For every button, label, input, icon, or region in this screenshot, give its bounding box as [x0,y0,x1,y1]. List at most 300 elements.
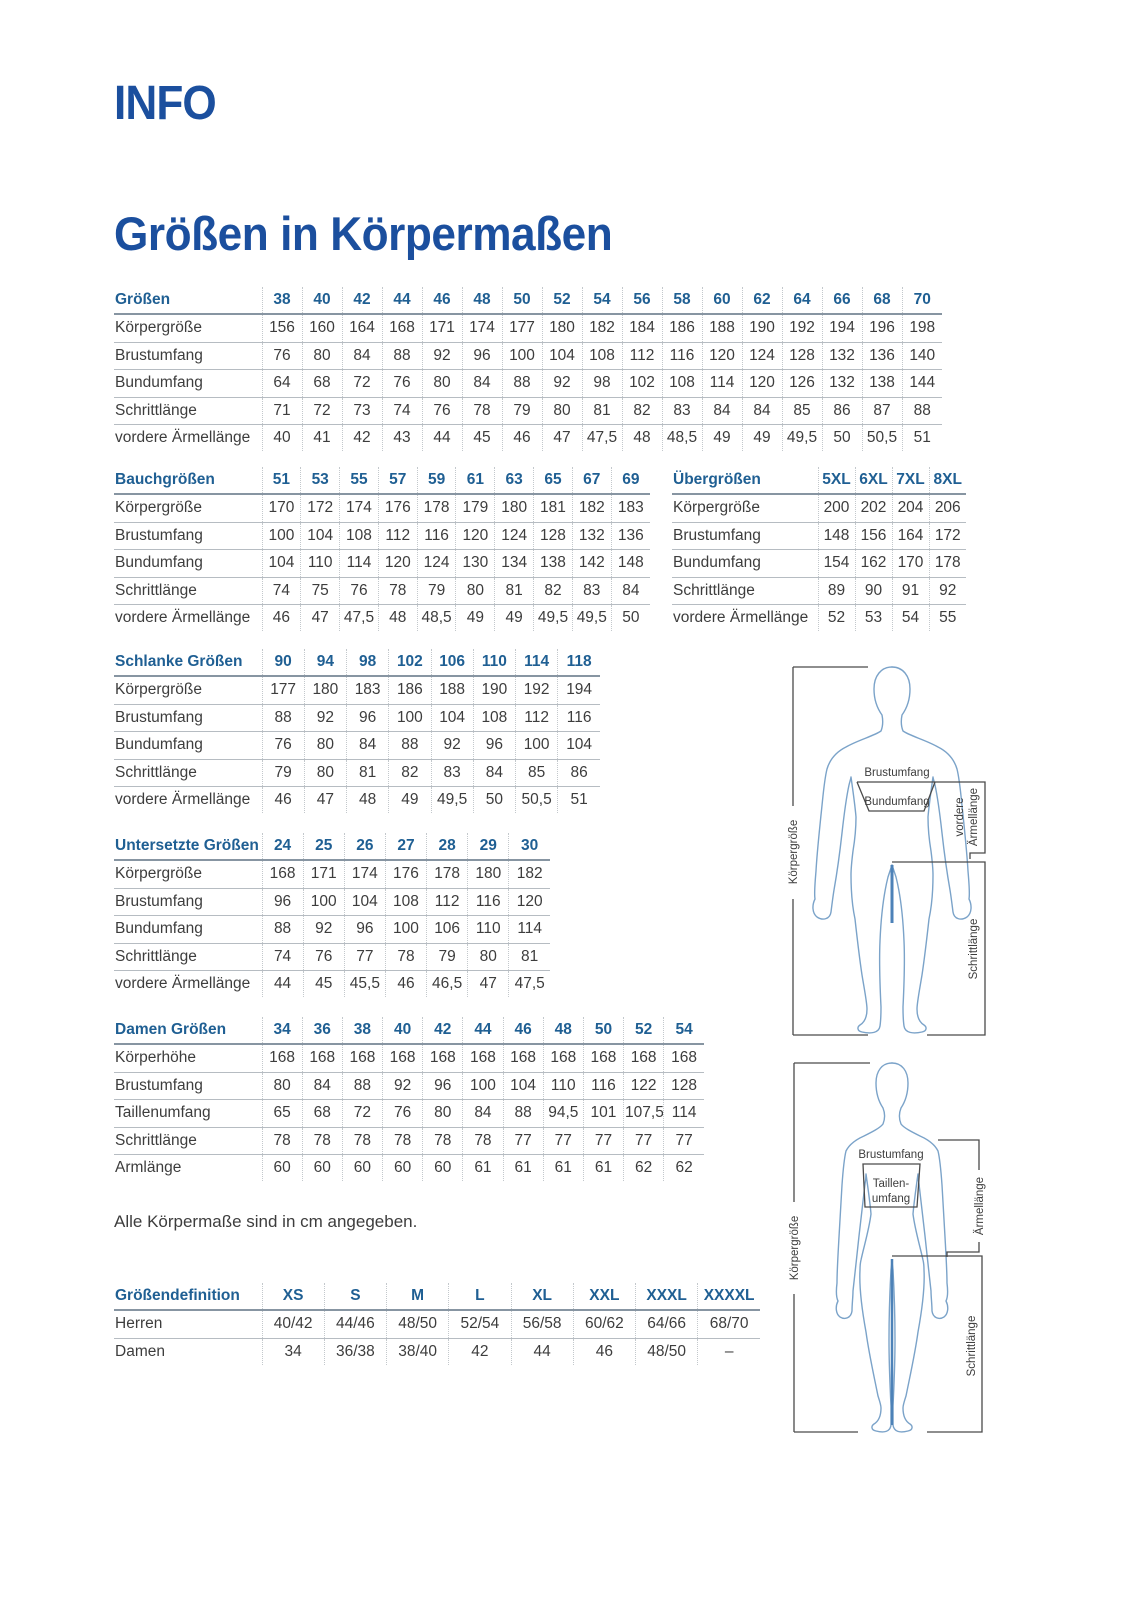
cell-value: 77 [344,943,385,970]
cell-value: 61 [543,1154,583,1181]
cell-value: 108 [340,522,379,549]
table-row [114,1127,704,1154]
row-label: Körperhöhe [114,1044,262,1072]
row-label: Körpergröße [672,494,818,522]
cell-value: 88 [262,704,304,731]
table-row [114,860,550,888]
cell-value: 43 [382,424,422,451]
cell-value: 94,5 [543,1100,583,1127]
table-row [672,550,966,577]
column-header: 25 [303,833,344,860]
column-header: 50 [502,287,542,314]
cell-value: 196 [862,314,902,342]
table-header-row [114,287,942,314]
cell-value: 130 [456,550,495,577]
cell-value: 116 [468,888,509,915]
cell-value: 142 [572,550,611,577]
cell-value: 74 [262,577,301,604]
cell-value: 120 [742,370,782,397]
sizes-table-uebergroessen [672,467,966,631]
column-header: 6XL [855,467,892,494]
column-header: XS [262,1283,324,1310]
cell-value: 80 [262,1072,302,1099]
row-label: vordere Ärmellänge [115,790,251,808]
cell-value: 192 [782,314,822,342]
column-header: 44 [382,287,422,314]
cell-value: 64/66 [636,1310,698,1338]
cell-value: 136 [611,522,650,549]
column-header: 8XL [929,467,966,494]
cell-value: 77 [503,1127,543,1154]
row-label: Schrittlänge [114,943,262,970]
cell-value: 73 [342,397,382,424]
cell-value: 180 [304,676,346,704]
cell-value: 110 [301,550,340,577]
cell-value: 136 [862,342,902,369]
cell-value: 62 [624,1154,664,1181]
column-header: XXXL [636,1283,698,1310]
table-row [114,314,942,342]
row-label: vordere Ärmellänge [673,608,809,626]
table-title: Größen [114,287,262,314]
column-header: 98 [347,649,389,676]
table-row [114,522,650,549]
cell-value: 80 [542,397,582,424]
cell-value: 184 [622,314,662,342]
cell-value: 96 [423,1072,463,1099]
column-header: 53 [301,467,340,494]
row-label: Taillenumfang [114,1100,262,1127]
cell-value: 148 [611,550,650,577]
male-body-outline [813,667,971,1033]
cell-value: 148 [818,522,855,549]
column-header: 54 [582,287,622,314]
cell-value: 179 [456,494,495,522]
cell-value: 170 [892,550,929,577]
cell-value: 182 [582,314,622,342]
cell-value: 192 [516,676,558,704]
cell-value: 80 [468,943,509,970]
cell-value: 52/54 [449,1310,511,1338]
cell-value: 44/46 [324,1310,386,1338]
cell-value: 104 [262,550,301,577]
cell-value: 76 [422,397,462,424]
column-header: 64 [782,287,822,314]
cell-value: 76 [262,732,304,759]
cell-value: 116 [417,522,456,549]
column-header: 30 [509,833,550,860]
cell-value: 100 [502,342,542,369]
cell-value: 80 [423,1100,463,1127]
table-row [672,522,966,549]
cell-value: 46 [385,970,426,997]
table-header-row [114,649,600,676]
table-title: Übergrößen [672,467,818,494]
column-header: 27 [385,833,426,860]
cell-value: 168 [302,1044,342,1072]
cell-value: 182 [509,860,550,888]
column-header: 57 [378,467,417,494]
row-label: Brustumfang [114,704,262,731]
cell-value: 88 [502,370,542,397]
cell-value: 77 [543,1127,583,1154]
row-label: vordere Ärmellänge [115,608,251,626]
cell-value: 104 [558,732,600,759]
column-header: 56 [622,287,662,314]
cell-value: 47,5 [509,970,550,997]
cell-value: 172 [301,494,340,522]
cell-value: 168 [503,1044,543,1072]
cell-value: 128 [664,1072,704,1099]
cell-value: 78 [423,1127,463,1154]
cell-value: 138 [862,370,902,397]
cell-value: 45 [303,970,344,997]
cell-value: 120 [456,522,495,549]
cell-value: 156 [855,522,892,549]
cell-value: 120 [509,888,550,915]
cell-value: 198 [902,314,942,342]
cell-value: 182 [572,494,611,522]
cell-value: 96 [473,732,515,759]
cell-value: 83 [572,577,611,604]
table-row [114,1072,704,1099]
cell-value: 46,5 [427,970,468,997]
cell-value: 124 [742,342,782,369]
cell-value: 48/50 [636,1338,698,1365]
column-header: 38 [342,1017,382,1044]
sizes-table-untersetzte-groessen-grid [114,833,550,997]
sizes-table-groessen-grid [114,287,942,451]
row-label: Damen [115,1342,165,1360]
table-row [114,1338,760,1365]
cell-value: 178 [427,860,468,888]
table-title: Damen Größen [114,1017,262,1044]
cell-value: 89 [818,577,855,604]
cell-value: 112 [516,704,558,731]
cell-value: 116 [583,1072,623,1099]
cell-value: 77 [624,1127,664,1154]
table-title: Bauchgrößen [114,467,262,494]
cell-value: 53 [855,604,892,631]
cell-value: 81 [582,397,622,424]
cell-value: 120 [378,550,417,577]
table-row [114,424,942,451]
sizes-table-schlanke-groessen-grid [114,649,600,813]
cell-value: 106 [427,916,468,943]
sizes-table-damen-groessen [114,1017,704,1181]
column-header: 42 [342,287,382,314]
cell-value: 60 [383,1154,423,1181]
cell-value: 168 [262,860,303,888]
column-header: 48 [462,287,502,314]
row-label: Brustumfang [114,888,262,915]
column-header: 55 [340,467,379,494]
column-header: 52 [542,287,582,314]
cell-value: 49 [495,604,534,631]
cell-value: 79 [417,577,456,604]
column-header: 50 [583,1017,623,1044]
table-row [114,1310,760,1338]
male-figure-svg [757,653,997,1048]
cell-value: 48,5 [417,604,456,631]
cell-value: 86 [822,397,862,424]
cell-value: 86 [558,759,600,786]
table-header-row [114,833,550,860]
cell-value: 80 [422,370,462,397]
sizes-table-groessendefinition-grid [114,1283,760,1365]
cell-value: 132 [572,522,611,549]
female-body-outline-path [892,1063,948,1432]
cell-value: 104 [344,888,385,915]
cell-value: 61 [463,1154,503,1181]
cell-value: 62 [664,1154,704,1181]
row-label: Körpergröße [114,494,262,522]
column-header: 65 [534,467,573,494]
cell-value: 61 [503,1154,543,1181]
cell-value: 65 [262,1100,302,1127]
cell-value: 171 [303,860,344,888]
cell-value: 202 [855,494,892,522]
cell-value: 124 [495,522,534,549]
cell-value: 168 [624,1044,664,1072]
cell-value: 85 [782,397,822,424]
cell-value: 46 [573,1338,635,1365]
row-label: Brustumfang [114,522,262,549]
column-header: 60 [702,287,742,314]
cell-value: 60 [423,1154,463,1181]
cell-value: 50,5 [516,786,558,813]
cell-value: 178 [417,494,456,522]
cell-value: 177 [262,676,304,704]
sizes-table-bauchgroessen-grid [114,467,650,631]
cell-value: 88 [382,342,422,369]
vordere-aermellaenge-label-line2: Ärmellänge [968,787,980,847]
cell-value: 77 [583,1127,623,1154]
cell-value: 168 [383,1044,423,1072]
koerpergroesse-label: Körpergröße [788,819,800,885]
page-kicker: INFO [114,77,216,130]
cell-value: 55 [929,604,966,631]
cell-value: 36/38 [324,1338,386,1365]
cell-value: 79 [502,397,542,424]
cell-value: 160 [302,314,342,342]
cell-value: 84 [347,732,389,759]
column-header: 66 [822,287,862,314]
cell-value: 178 [929,550,966,577]
table-row [672,577,966,604]
cell-value: 122 [624,1072,664,1099]
cell-value: 84 [342,342,382,369]
column-header: 118 [558,649,600,676]
cell-value: 92 [303,916,344,943]
cell-value: 176 [378,494,417,522]
taillenumfang-label-line1: Taillen- [872,1178,910,1190]
cell-value: 60 [302,1154,342,1181]
cell-value: 194 [822,314,862,342]
cell-value: 81 [495,577,534,604]
row-label: Brustumfang [114,342,262,369]
cell-value: 60 [262,1154,302,1181]
koerpergroesse-bracket [794,1063,870,1432]
sizes-table-schlanke-groessen [114,649,600,813]
cell-value: 101 [583,1100,623,1127]
cell-value: 74 [262,943,303,970]
cell-value: 183 [611,494,650,522]
female-diagram-labels [789,1149,986,1376]
cell-value: 104 [301,522,340,549]
cell-value: 40 [262,424,302,451]
cell-value: 108 [662,370,702,397]
column-header: 42 [423,1017,463,1044]
cell-value: 180 [542,314,582,342]
cell-value: 80 [456,577,495,604]
cell-value: 168 [262,1044,302,1072]
page-title: Größen in Körpermaßen [114,207,613,260]
cell-value: 50 [611,604,650,631]
table-row [114,577,650,604]
table-header-row [114,1017,704,1044]
brustumfang-label: Brustumfang [864,767,930,779]
column-header: 58 [662,287,702,314]
cell-value: 46 [502,424,542,451]
column-header: XXXXL [698,1283,760,1310]
cell-value: 186 [662,314,702,342]
cell-value: 50 [473,786,515,813]
cell-value: 84 [302,1072,342,1099]
cell-value: 168 [423,1044,463,1072]
cell-value: 49,5 [534,604,573,631]
cell-value: 82 [622,397,662,424]
cell-value: 83 [662,397,702,424]
cell-value: 72 [342,370,382,397]
cell-value: 74 [382,397,422,424]
cell-value: 34 [262,1338,324,1365]
cell-value: 46 [262,604,301,631]
cell-value: 176 [385,860,426,888]
table-row [114,342,942,369]
female-measurement-diagram [757,1048,997,1448]
cell-value: 76 [262,342,302,369]
table-row [114,943,550,970]
cell-value: 75 [301,577,340,604]
vordere-aermellaenge-label-line1: vordere [954,797,966,837]
male-measurement-lines [793,667,985,1035]
koerpergroesse-bracket [793,667,868,1035]
units-note: Alle Körpermaße sind in cm angegeben. [114,1212,418,1231]
column-header: 102 [389,649,431,676]
column-header: 29 [468,833,509,860]
cell-value: 168 [543,1044,583,1072]
row-label: Schrittlänge [114,577,262,604]
cell-value: 114 [664,1100,704,1127]
cell-value: 47 [301,604,340,631]
cell-value: 110 [468,916,509,943]
cell-value: 183 [347,676,389,704]
column-header: 7XL [892,467,929,494]
cell-value: 81 [347,759,389,786]
cell-value: 78 [462,397,502,424]
cell-value: 96 [262,888,303,915]
column-header: 61 [456,467,495,494]
table-row [114,604,650,631]
cell-value: 49 [389,786,431,813]
aermellaenge-label: Ärmellänge [974,1176,986,1236]
column-header: 34 [262,1017,302,1044]
cell-value: 84 [702,397,742,424]
cell-value: 124 [417,550,456,577]
cell-value: 79 [427,943,468,970]
column-header: 48 [543,1017,583,1044]
schrittlaenge-label: Schrittlänge [966,1315,978,1377]
column-header: 90 [262,649,304,676]
cell-value: 188 [431,676,473,704]
cell-value: 92 [304,704,346,731]
sizes-table-damen-groessen-grid [114,1017,704,1181]
cell-value: 76 [303,943,344,970]
table-row [114,704,600,731]
cell-value: 168 [664,1044,704,1072]
row-label: Herren [114,1310,262,1338]
cell-value: 77 [664,1127,704,1154]
cell-value: 100 [303,888,344,915]
cell-value: 206 [929,494,966,522]
cell-value: 164 [892,522,929,549]
cell-value: 87 [862,397,902,424]
cell-value: 76 [383,1100,423,1127]
cell-value: 100 [262,522,301,549]
cell-value: 47,5 [582,424,622,451]
cell-value: 81 [509,943,550,970]
cell-value: 56/58 [511,1310,573,1338]
row-label: Bundumfang [114,916,262,943]
cell-value: 92 [422,342,462,369]
cell-value: 78 [342,1127,382,1154]
cell-value: 96 [344,916,385,943]
column-header: M [387,1283,449,1310]
cell-value: 47 [304,786,346,813]
cell-value: 172 [929,522,966,549]
row-label: Schrittlänge [114,759,262,786]
cell-value: 42 [342,424,382,451]
cell-value: 49,5 [782,424,822,451]
row-label: Brustumfang [114,1072,262,1099]
cell-value: 61 [583,1154,623,1181]
cell-value: 108 [582,342,622,369]
cell-value: 190 [473,676,515,704]
cell-value: 132 [822,342,862,369]
cell-value: 50,5 [862,424,902,451]
cell-value: 68 [302,370,342,397]
cell-value: 188 [702,314,742,342]
cell-value: 140 [902,342,942,369]
table-row [114,732,600,759]
cell-value: 50 [822,424,862,451]
cell-value: 85 [516,759,558,786]
cell-value: 194 [558,676,600,704]
cell-value: 72 [342,1100,382,1127]
cell-value: 92 [431,732,473,759]
row-label: Brustumfang [672,522,818,549]
column-header: XL [511,1283,573,1310]
table-title: Schlanke Größen [114,649,262,676]
cell-value: 104 [542,342,582,369]
cell-value: 54 [892,604,929,631]
column-header: S [324,1283,386,1310]
cell-value: 49,5 [431,786,473,813]
table-row [114,494,650,522]
column-header: 40 [383,1017,423,1044]
column-header: 24 [262,833,303,860]
